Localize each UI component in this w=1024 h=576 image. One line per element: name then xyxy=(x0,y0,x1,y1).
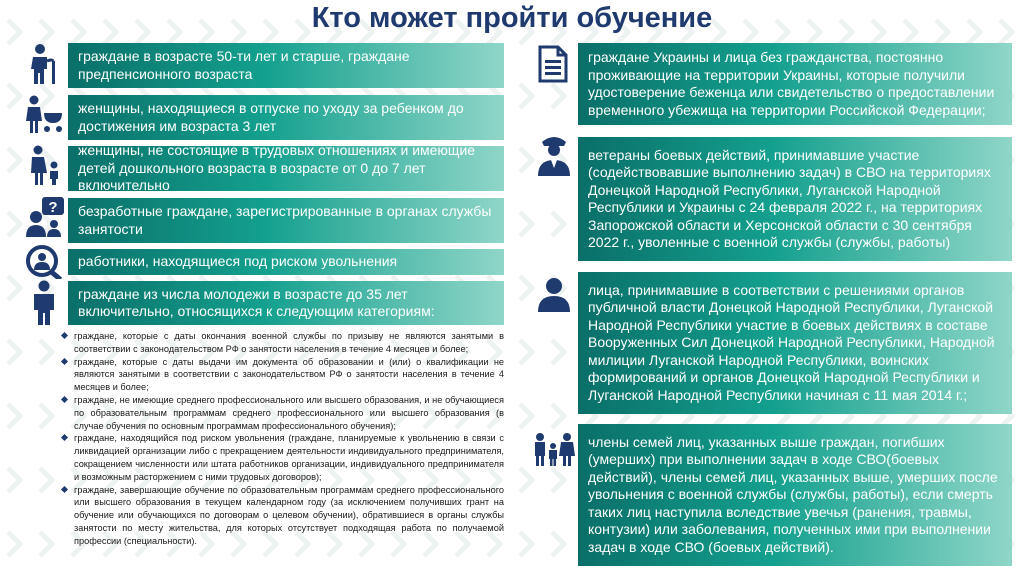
young-person-icon xyxy=(30,280,58,326)
category-card-age-50 xyxy=(68,43,504,88)
page-title: Кто может пройти обучение xyxy=(311,2,713,34)
mother-with-child-icon xyxy=(26,145,62,187)
category-text: работники, находящиеся под риском увольнения xyxy=(78,253,398,270)
category-card-family-members xyxy=(578,424,1012,566)
mother-with-stroller-icon xyxy=(24,95,66,135)
category-text: граждане из числа молодежи в возрасте до 35 лет включительно, относящихся к следующим категориям: xyxy=(78,285,435,319)
category-card-dnr-lnr-participants xyxy=(578,272,1012,414)
youth-categories-list xyxy=(62,330,504,548)
category-text: граждане Украины и лица без гражданства, постоянно проживающие на территории Украины, которые получили удостоверение беженца или свидетельство о предоставлении временного убежища на территории Российской Федерации; xyxy=(588,49,995,118)
category-text: лица, принимавшие в соответствии с решениями органов публичной власти Донецкой Народной Республики, Луганской Народной Республики участие в боевых действиях в составе Вооруженных Сил Донецкой Народной Республики, Народной милиции Луганской Народной Республики, воинских формирований и органов Донецкой Народной Республики и Луганской Народной Республики начиная с 11 мая 2014 г.; xyxy=(588,281,995,403)
military-veteran-icon xyxy=(534,134,574,176)
category-card-mothers-preschool xyxy=(68,142,504,194)
category-text: ветераны боевых действий, принимавшие участие (содействовавшие выполнению задач) в СВО на территориях Донецкой Народной Республики, Луганской Народной Республики и Украины с 24 февраля 2022 г., на территориях Запорожской области и Херсонской области с 30 сентября 2022 г., уволенные с военной службы (службы, работы) xyxy=(588,146,991,250)
person-silhouette-icon xyxy=(536,276,572,312)
list-item: граждане, которые с даты выдачи им документа об образовании и (или) о квалификации не являются занятыми в соответствии с законодательством РФ о занятости населения в течение 4 месяцев и более; xyxy=(62,356,504,394)
category-text: женщины, находящиеся в отпуске по уходу за ребенком до достижения им возраста 3 лет xyxy=(78,100,464,134)
list-item: граждане, завершающие обучение по образовательным программам среднего профессионального или высшего образования в текущем календарном году (за исключением получивших грант на обучение или обучающихся по договорам о целевом обучении), обратившиеся в органы службы занятости по месту жительства, для которых отсутствует подходящая работа по получаемой профессии (специальности). xyxy=(62,484,504,548)
category-card-dismissal-risk xyxy=(68,249,504,275)
category-text: женщины, не состоящие в трудовых отношениях и имеющие детей дошкольного возраста в возрасте от 0 до 7 лет включительно xyxy=(78,142,476,194)
list-item: граждане, находящийся под риском увольнения (граждане, планируемые к увольнению в связи с ликвидацией организации либо с прекращением деятельности индивидуального предпринимателя, сокращением численности или штата работников организации, индивидуального предпринимателя и возможным расторжением с ними трудовых договоров); xyxy=(62,432,504,483)
list-item: граждане, не имеющие среднего профессионального или высшего образования, и не обучающиеся по образовательным программам среднего профессионального или высшего образования (в случае обучения по основным программам профессионального обучения); xyxy=(62,394,504,432)
category-card-maternity-leave xyxy=(68,95,504,140)
category-card-youth xyxy=(68,281,504,325)
category-card-unemployed xyxy=(68,198,504,243)
unemployed-question-icon xyxy=(24,197,66,237)
elderly-person-icon xyxy=(26,43,62,85)
category-text: граждане в возрасте 50-ти лет и старше, граждане предпенсионного возраста xyxy=(78,48,410,82)
magnifier-person-icon xyxy=(24,245,66,279)
category-text: члены семей лиц, указанных выше граждан, погибших (умерших) при выполнении задач в ходе СВО(боевых действий), члены семей лиц, указанных выше, умерших после увольнения с военной службы (службы, работы), если смерть таких лиц наступила вследствие увечья (ранения, травмы, контузии) или заболевания, полученных ими при выполнении задач в ходе СВО (боевых действий). xyxy=(588,433,998,555)
document-icon xyxy=(538,45,568,83)
svg-text:?: ? xyxy=(48,199,58,216)
family-icon xyxy=(532,432,576,466)
category-card-svo-veterans xyxy=(578,137,1012,261)
list-item: граждане, которые с даты окончания военной службы по призыву не являются занятыми в соответствии с законодательством РФ о занятости населения в течение 4 месяцев и более; xyxy=(62,330,504,356)
category-text: безработные граждане, зарегистрированные в органах службы занятости xyxy=(78,203,492,237)
category-card-ukraine-refugees xyxy=(578,43,1012,125)
